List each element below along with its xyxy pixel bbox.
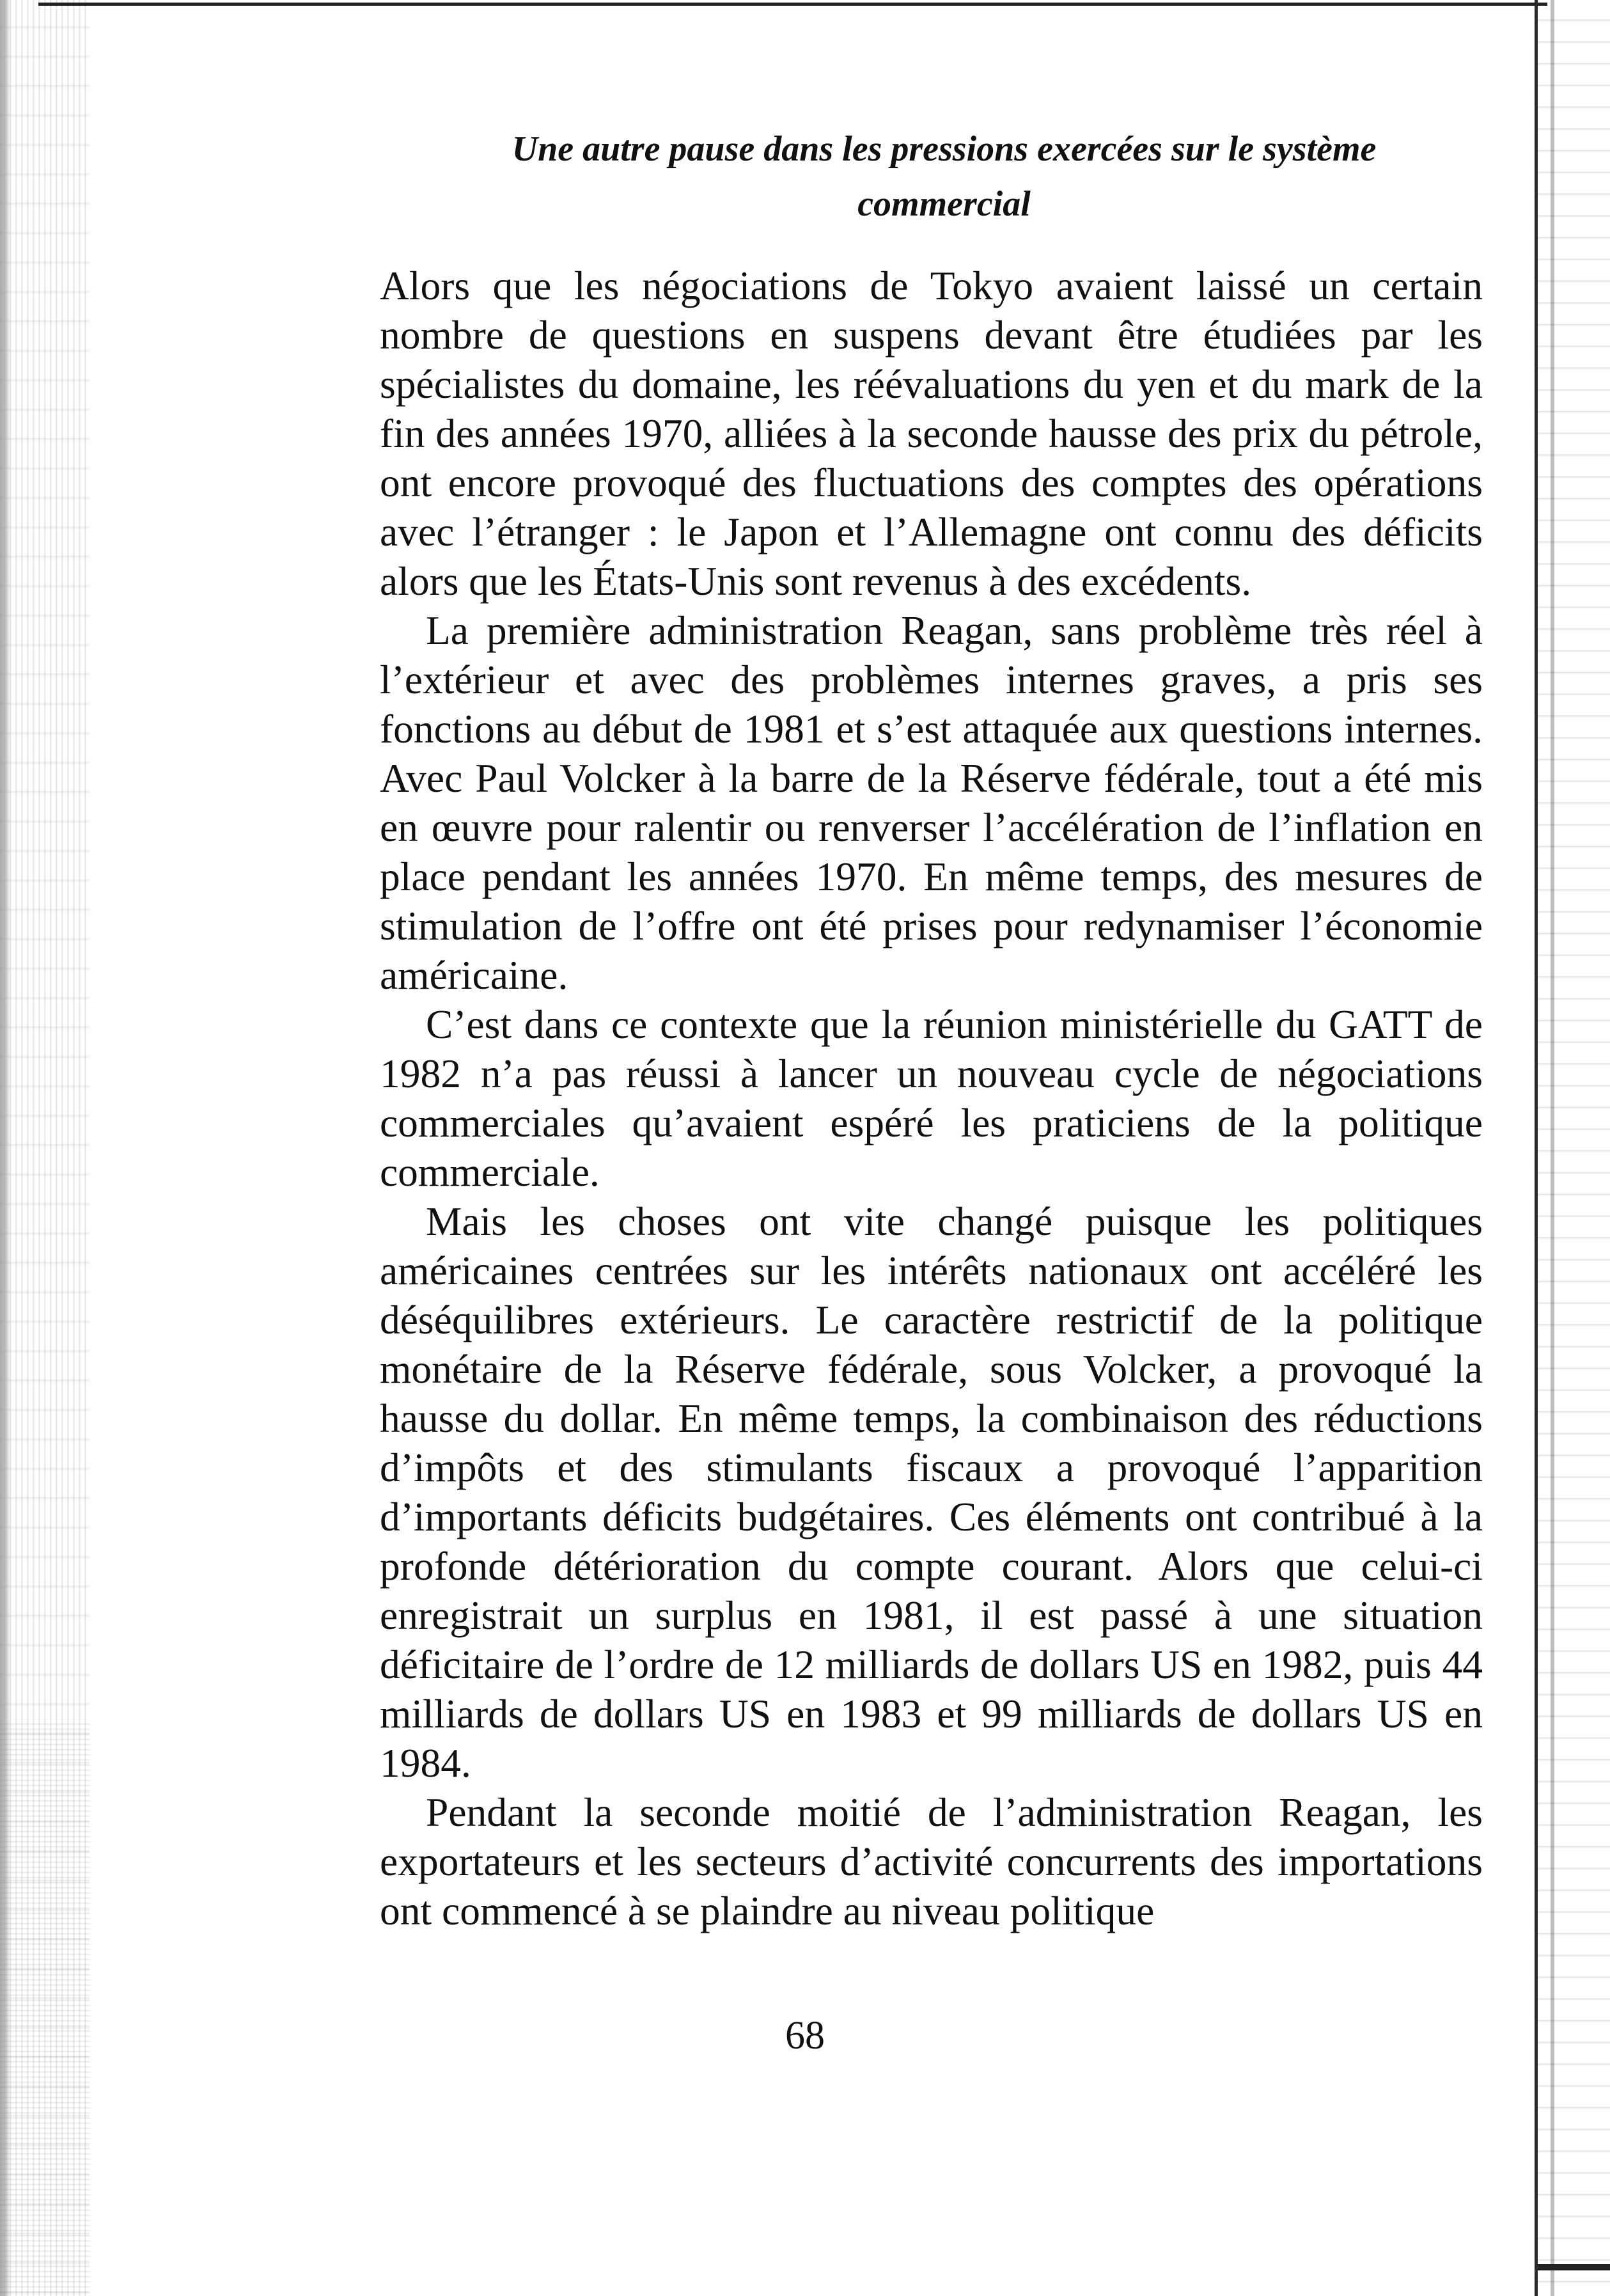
- paragraph-3: C’est dans ce contexte que la réunion ministérielle du GATT de 1982 n’a pas réussi à lancer un nouveau cycle de négociations commerciales qu’avaient espéré les praticiens de la politique commerciale.: [380, 1002, 1483, 1195]
- paragraph-1: Alors que les négociations de Tokyo avaient laissé un certain nombre de questions en suspens devant être étudiées par les spécialistes du domaine, les réévaluations du yen et du mark de la fin des années 1970, alliées à la seconde hausse des prix du pétrole, ont encore provoqué des fluctuations des comptes des opérations avec l’étranger : le Japon et l’Allemagne ont connu des déficits alors que les États-Unis sont revenus à des excédents.: [380, 263, 1483, 604]
- page-number: 68: [785, 2014, 825, 2057]
- section-heading-line-2: commercial: [857, 184, 1031, 224]
- scan-edge-right: [1535, 0, 1610, 2296]
- scan-top-rule: [38, 3, 1547, 6]
- scan-edge-left: [0, 0, 90, 2296]
- paragraph-4: Mais les choses ont vite changé puisque les politiques américaines centrées sur les intérêts nationaux ont accéléré les déséquilibres extérieurs. Le caractère restrictif de la politique monétaire de la Réserve fédérale, sous Volcker, a provoqué la hausse du dollar. En même temps, la combinaison des réductions d’impôts et des stimulants fiscaux a provoqué l’apparition d’importants déficits budgétaires. Ces éléments ont contribué à la profonde détérioration du compte courant. Alors que celui-ci enregistrait un surplus en 1981, il est passé à une situation déficitaire de l’ordre de 12 milliards de dollars US en 1982, puis 44 milliards de dollars US en 1983 et 99 milliards de dollars US en 1984.: [380, 1199, 1483, 1786]
- paragraph-2: La première administration Reagan, sans problème très réel à l’extérieur et avec des problèmes internes graves, a pris ses fonctions au début de 1981 et s’est attaquée aux questions internes. Avec Paul Volcker à la barre de la Réserve fédérale, tout a été mis en œuvre pour ralentir ou renverser l’accélération de l’inflation en place pendant les années 1970. En même temps, des mesures de stimulation de l’offre ont été prises pour redynamiser l’économie américaine.: [380, 608, 1483, 998]
- section-heading-line-1: Une autre pause dans les pressions exercées sur le système: [512, 129, 1377, 169]
- page-body: [380, 122, 1483, 1935]
- section-heading: [380, 122, 1483, 232]
- paragraph-5: Pendant la seconde moitié de l’administration Reagan, les exportateurs et les secteurs d’activité concurrents des importations ont commencé à se plaindre au niveau politique: [380, 1789, 1483, 1933]
